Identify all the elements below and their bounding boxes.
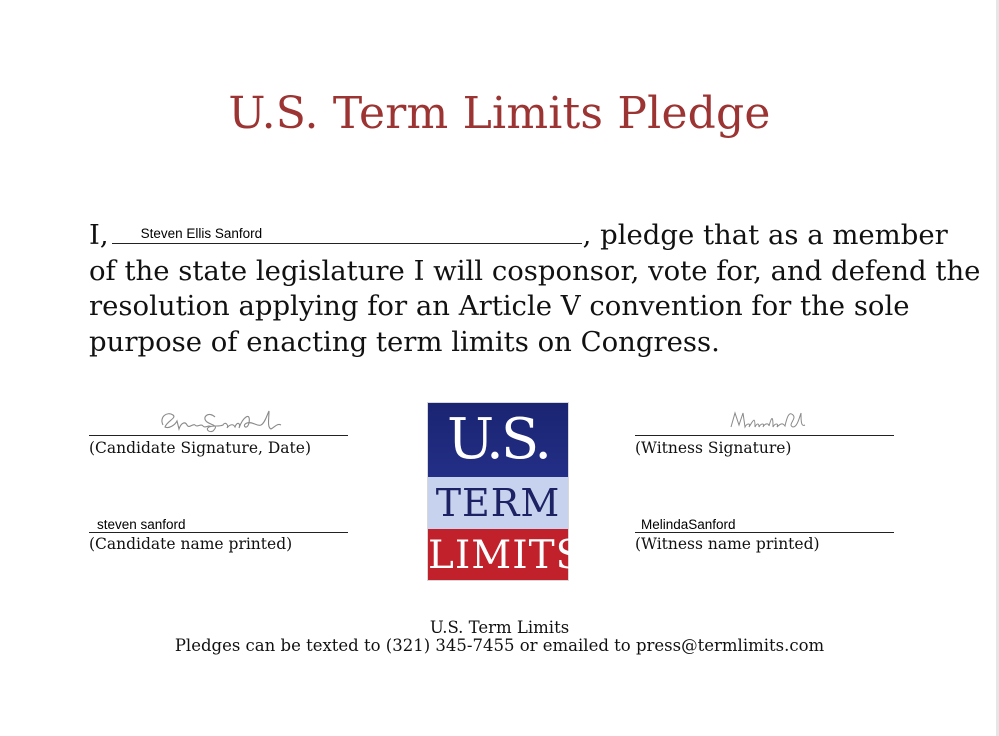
witness-printed-name-value: MelindaSanford (641, 516, 736, 532)
page-title: U.S. Term Limits Pledge (228, 88, 771, 139)
witness-signature-label: (Witness Signature) (635, 439, 792, 457)
witness-printed-name-field[interactable] (635, 516, 894, 533)
candidate-signature-block (89, 402, 348, 457)
pledge-line-1 (89, 218, 948, 254)
logo-us: U.S. (428, 403, 568, 477)
candidate-printed-name-field[interactable] (89, 516, 348, 533)
candidate-name-field[interactable] (112, 219, 582, 244)
pledge-line-1-rest: , pledge that as a member (582, 219, 948, 251)
logo-term: TERM (428, 477, 568, 529)
pledge-line-3: resolution applying for an Article V convention for the sole (89, 290, 910, 322)
logo-limits: LIMITS (428, 529, 568, 580)
witness-signature-image (727, 405, 807, 435)
candidate-signature-field[interactable] (89, 402, 348, 436)
witness-signature-block (635, 402, 894, 457)
candidate-name-value: Steven Ellis Sanford (140, 225, 263, 241)
candidate-printed-name-value: steven sanford (97, 516, 186, 532)
pledge-line-4: purpose of enacting term limits on Congress. (89, 325, 720, 358)
pledge-prefix: I, (89, 219, 109, 251)
pledge-line-2: of the state legislature I will cosponsor, vote for, and defend the (89, 254, 981, 287)
witness-printed-block (635, 516, 894, 553)
candidate-signature-image (157, 403, 287, 435)
witness-signature-field[interactable] (635, 402, 894, 436)
footer-org: U.S. Term Limits (429, 618, 570, 637)
footer-contact: Pledges can be texted to (321) 345-7455 or emailed to press@termlimits.com (174, 636, 825, 655)
witness-printed-label: (Witness name printed) (635, 535, 820, 553)
term-limits-logo (428, 403, 584, 580)
pledge-text (89, 218, 981, 360)
candidate-printed-label: (Candidate name printed) (89, 535, 293, 553)
candidate-printed-block (89, 516, 348, 553)
candidate-signature-label: (Candidate Signature, Date) (89, 439, 311, 457)
